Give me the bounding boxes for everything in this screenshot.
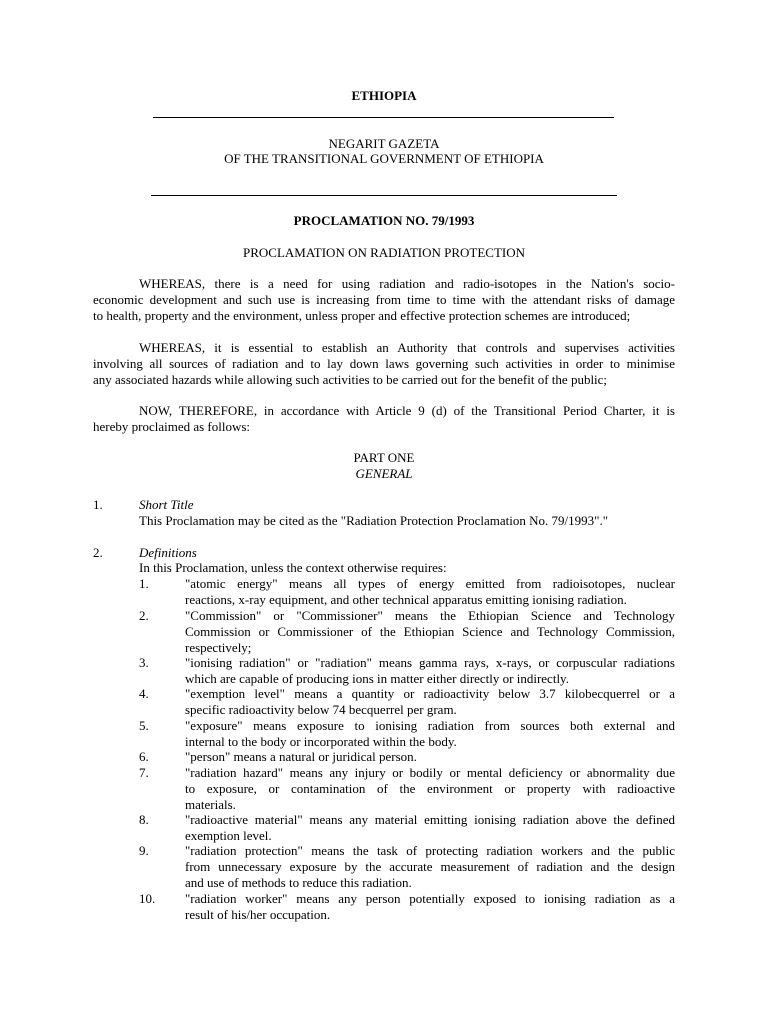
text-line: "radiation worker" means any person potentially exposed to ionising radiation as a	[185, 891, 675, 906]
text-line: hereby proclaimed as follows:	[93, 419, 251, 434]
definition-text	[185, 812, 675, 844]
text-line: "exposure" means exposure to ionising radiation from sources both external and	[185, 718, 675, 733]
text-line: and use of methods to reduce this radiation.	[185, 875, 412, 890]
text-line: "exemption level" means a quantity or radioactivity below 3.7 kilobecquerrel or a	[185, 686, 675, 701]
gazette-title: NEGARIT GAZETA	[328, 136, 440, 151]
text-line: Commission or Commissioner of the Ethiopian Science and Technology Commission,	[185, 624, 675, 639]
definition-text	[185, 891, 675, 923]
section-heading	[139, 545, 675, 561]
definition-text	[185, 749, 675, 765]
section-text: This Proclamation may be cited as the "Radiation Protection Proclamation No. 79/1993"."	[139, 513, 609, 528]
section-number: 1.	[93, 497, 103, 512]
text-line: "person" means a natural or juridical person.	[185, 749, 417, 764]
text-line: NOW, THEREFORE, in accordance with Article 9 (d) of the Transitional Period Charter, it is	[139, 403, 675, 418]
text-line: from unnecessary exposure by the accurate measurement of radiation and the design	[185, 859, 675, 874]
text-line: respectively;	[185, 640, 252, 655]
definition-number: 7.	[139, 765, 149, 780]
definition-text	[185, 765, 675, 813]
definition-text	[185, 718, 675, 750]
part-subtitle-text: GENERAL	[355, 466, 413, 481]
header-rule-bottom	[151, 195, 617, 196]
text-line: exemption level.	[185, 828, 272, 843]
section-heading-text: Short Title	[139, 497, 194, 512]
definition-text	[185, 655, 675, 687]
preamble-paragraph-3	[93, 403, 675, 435]
gazette-subtitle: OF THE TRANSITIONAL GOVERNMENT OF ETHIOPIA	[224, 151, 544, 166]
definition-text	[185, 686, 675, 718]
text-line: to exposure, or contamination of the environment or property with radioactive	[185, 781, 675, 796]
text-line: "radiation hazard" means any injury or bodily or mental deficiency or abnormality due	[185, 765, 675, 780]
definition-number: 5.	[139, 718, 149, 733]
country-heading: ETHIOPIA	[351, 88, 417, 103]
text-line: involving all sources of radiation and to lay down laws governing such activities in order to minimise	[93, 356, 675, 371]
text-line: which are capable of producing ions in matter either directly or indirectly.	[185, 671, 569, 686]
section-text: In this Proclamation, unless the context otherwise requires:	[139, 560, 447, 575]
text-line: "radiation protection" means the task of protecting radiation workers and the public	[185, 843, 675, 858]
header-rule-top	[153, 117, 614, 118]
text-line: any associated hazards while allowing such activities to be carried out for the benefit of the public;	[93, 372, 608, 387]
text-line: WHEREAS, it is essential to establish an Authority that controls and supervises activities	[139, 340, 675, 355]
text-line: "radioactive material" means any material emitting ionising radiation above the defined	[185, 812, 675, 827]
text-line: materials.	[185, 797, 236, 812]
definition-number: 6.	[139, 749, 149, 764]
preamble-paragraph-1	[93, 276, 675, 324]
preamble-paragraph-2	[93, 340, 675, 388]
text-line: "ionising radiation" or "radiation" means gamma rays, x-rays, or corpuscular radiations	[185, 655, 675, 670]
text-line: "Commission" or "Commissioner" means the Ethiopian Science and Technology	[185, 608, 675, 623]
text-line: internal to the body or incorporated within the body.	[185, 734, 457, 749]
definition-text	[185, 843, 675, 891]
section-heading-text: Definitions	[139, 545, 197, 560]
proclamation-title: PROCLAMATION ON RADIATION PROTECTION	[242, 245, 526, 260]
text-line: WHEREAS, there is a need for using radiation and radio-isotopes in the Nation's socio-	[139, 276, 675, 291]
text-line: to health, property and the environment, unless proper and effective protection schemes are introduced;	[93, 308, 631, 323]
text-line: specific radioactivity below 74 becquerrel per gram.	[185, 702, 457, 717]
part-title: PART ONE	[353, 450, 415, 465]
section-heading	[139, 497, 675, 513]
text-line: reactions, x-ray equipment, and other technical apparatus emitting ionising radiation.	[185, 592, 627, 607]
text-line: result of his/her occupation.	[185, 907, 331, 922]
definition-number: 1.	[139, 576, 149, 591]
definition-number: 4.	[139, 686, 149, 701]
proclamation-number: PROCLAMATION NO. 79/1993	[293, 213, 475, 228]
definition-number: 2.	[139, 608, 149, 623]
part-subtitle	[0, 466, 768, 482]
section-number: 2.	[93, 545, 103, 560]
definition-number: 8.	[139, 812, 149, 827]
definition-text	[185, 576, 675, 608]
definition-number: 3.	[139, 655, 149, 670]
definition-number: 10.	[139, 891, 156, 906]
definition-number: 9.	[139, 843, 149, 858]
text-line: "atomic energy" means all types of energy emitted from radioisotopes, nuclear	[185, 576, 675, 591]
definition-text	[185, 608, 675, 656]
text-line: economic development and such use is increasing from time to time with the attendant risks of damage	[93, 292, 675, 307]
